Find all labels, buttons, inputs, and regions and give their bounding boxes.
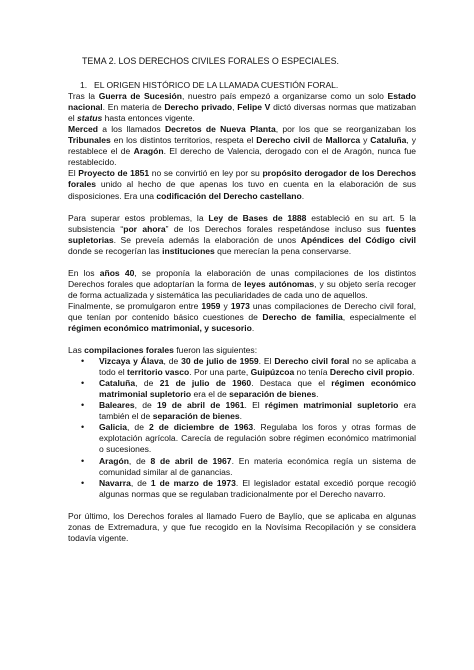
paragraph-guerra-sucesion: Tras la Guerra de Sucesión, nuestro país empezó a organizarse como un solo Estado nacional. En materia de Derecho privado, Felipe V dictó diversas normas que matizaban el status hasta entonces vigente.	[68, 91, 417, 124]
list-item-text: Aragón, de 8 de abril de 1967. En materia económica regía un sistema de comunidad similar al de ganancias.	[99, 455, 416, 477]
paragraph-fuero-baylio: Por último, los Derechos forales al llamado Fuero de Baylío, que se aplicaba en algunas zonas de Extremadura, y que fue recogido en la Novísima Recopilación y se considera todavía vigente.	[68, 510, 416, 543]
paragraph-proyecto-1851: El Proyecto de 1851 no se convirtió en ley por su propósito derogador de los Derechos forales unido al hecho de que apenas los tuvo en cuenta en la elaboración de sus disposiciones. Era una codificación del Derecho castellano.	[68, 168, 416, 201]
document-body	[68, 56, 416, 544]
list-item-text: Navarra, de 1 de marzo de 1973. El legislador estatal excedió porque recogió algunas normas que se regulaban tradicionalmente por el Derecho navarro.	[99, 477, 417, 499]
list-item-text: Galicia, de 2 de diciembre de 1963. Regulaba los foros y otras formas de explotación agrícola. Carecía de regulación sobre régimen económico matrimonial o sucesiones.	[99, 422, 417, 455]
paragraph-anos-40: En los años 40, se proponía la elaboración de unas compilaciones de los distintos Derechos forales que adoptarían la forma de leyes autónomas, y su objeto sería recoger de forma actualizada y sistemática las peculiaridades de cada uno de aquellos.	[68, 267, 416, 300]
section-heading	[80, 80, 416, 91]
document-title: TEMA 2. LOS DERECHOS CIVILES FORALES O ESPECIALES.	[82, 56, 339, 66]
list-item-text: Cataluña, de 21 de julio de 1960. Destaca que el régimen económico matrimonial supletorio era el de separación de bienes.	[99, 378, 416, 400]
compilations-list	[68, 356, 416, 500]
bullet-icon: •	[81, 477, 85, 488]
bullet-icon: •	[81, 400, 85, 411]
list-item-text: Vizcaya y Álava, de 30 de julio de 1959. El Derecho civil foral no se aplicaba a todo el territorio vasco. Por una parte, Guipúzcoa no tenía Derecho civil propio.	[99, 356, 416, 378]
paragraph-ley-bases: Para superar estos problemas, la Ley de Bases de 1888 estableció en su art. 5 la subsistencia “por ahora” de los Derechos forales respetándose incluso sus fuentes supletorias. Se preveía además la elaboración de unos Apéndices del Código civil donde se recogerían las instituciones que merecían la pena conservarse.	[68, 212, 416, 256]
list-item	[81, 477, 417, 500]
bullet-icon: •	[81, 356, 85, 367]
paragraph-nueva-planta: Merced a los llamados Decretos de Nueva Planta, por los que se reorganizaban los Tribunales en los distintos territorios, respeta el Derecho civil de Mallorca y Cataluña, y restablece el de Aragón. El derecho de Valencia, derogado con el de Aragón, nunca fue restablecido.	[68, 124, 416, 168]
section-title: EL ORIGEN HISTÓRICO DE LA LLAMADA CUESTIÓN FORAL.	[94, 80, 339, 91]
paragraph-compilaciones: Finalmente, se promulgaron entre 1959 y 1973 unas compilaciones de Derecho civil foral, que tenían por contenido básico cuestiones de Derecho de familia, especialmente el régimen económico matrimonial, y sucesorio.	[68, 300, 417, 333]
paragraph-lista-intro: Las compilaciones forales fueron las siguientes:	[68, 345, 258, 356]
bullet-icon: •	[81, 422, 85, 433]
bullet-icon: •	[81, 378, 85, 389]
list-item	[81, 400, 416, 422]
section-number: 1.	[80, 80, 88, 91]
list-item-text: Baleares, de 19 de abril de 1961. El régimen matrimonial supletorio era también el de separación de bienes.	[99, 400, 416, 422]
bullet-icon: •	[81, 455, 85, 466]
list-item	[81, 378, 416, 400]
list-item	[81, 422, 417, 455]
list-item	[81, 356, 416, 378]
list-item	[81, 455, 416, 478]
